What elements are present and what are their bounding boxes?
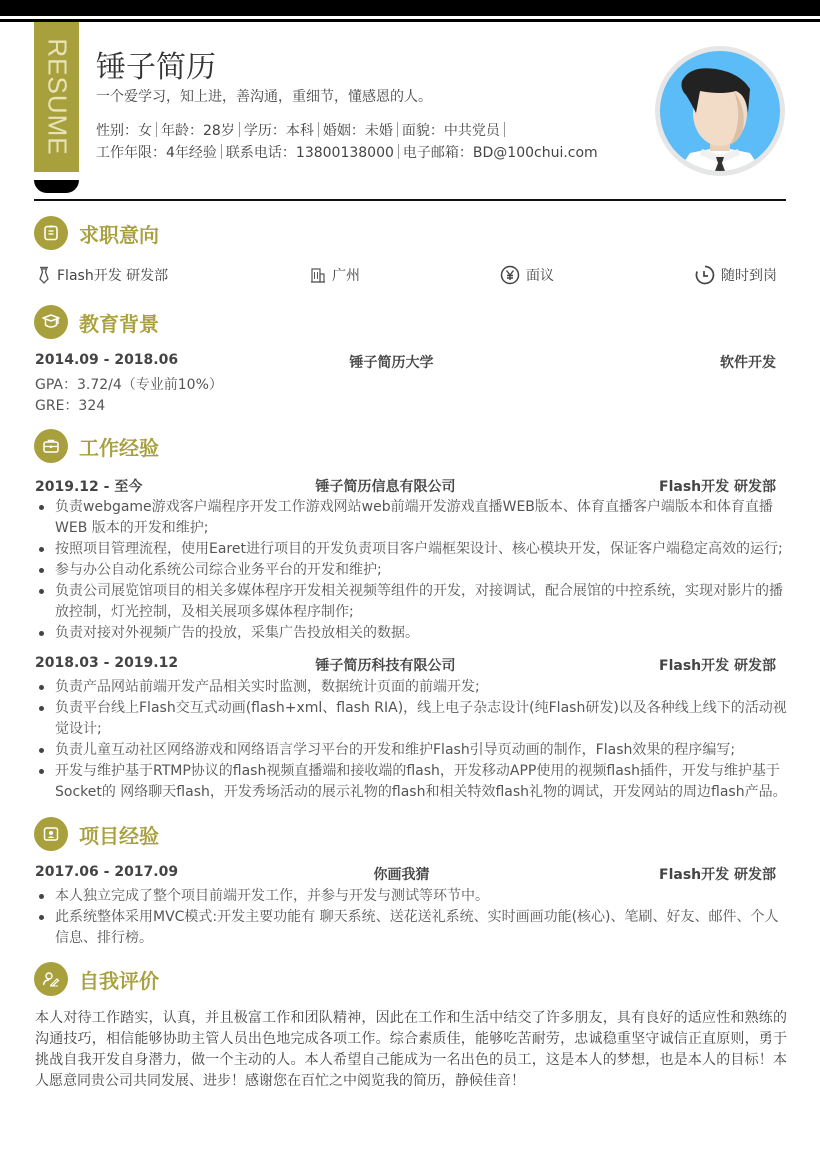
info-political: 面貌：中共党员 (401, 123, 500, 139)
info-marital: 婚姻：未婚 (322, 123, 393, 139)
list-item: 负责儿童互动社区网络游戏和网络语言学习平台的开发和维护Flash引导页动画的制作，Flash效果的程序编写; (35, 740, 787, 761)
tie-icon (37, 266, 51, 284)
briefcase-icon (34, 429, 68, 463)
resume-tag (34, 22, 79, 172)
top-rule (0, 19, 820, 22)
list-item: 负责产品网站前端开发产品相关实时监测，数据统计页面的前端开发; (35, 677, 787, 698)
id-card-icon (34, 817, 68, 851)
info-education: 学历：本科 (243, 123, 314, 139)
job-intent-row (34, 265, 786, 287)
project-details (35, 886, 787, 949)
section-title: 项目经验 (79, 823, 159, 848)
info-line-2 (96, 142, 598, 162)
education-gre: GRE：324 (35, 398, 106, 414)
info-age: 年龄：28岁 (161, 123, 235, 139)
info-line-1 (96, 120, 509, 140)
header-divider (34, 199, 786, 201)
work-1-duties (35, 497, 787, 644)
resume-tag-cap (34, 180, 79, 193)
info-email: 电子邮箱：BD@100chui.com (402, 145, 598, 161)
list-item: 负责对接对外视频广告的投放，采集广告投放相关的数据。 (35, 623, 787, 644)
work-row-2 (35, 655, 776, 675)
list-item: 开发与维护基于RTMP协议的flash视频直播端和接收端的flash，开发移动APP使用的视频flash插件，开发与维护基于Socket的 网络聊天flash，开发秀场活动的展示礼物的flash和相关特效flash礼物的调试，开发网站的周边flash产品。 (35, 761, 787, 803)
graduation-cap-icon (34, 305, 68, 339)
user-edit-icon (34, 962, 68, 996)
section-project-header (34, 817, 159, 851)
education-gpa: GPA：3.72/4（专业前10%） (35, 377, 223, 393)
intent-availability-text: 随时到岗 (721, 268, 777, 284)
intent-salary (500, 265, 554, 285)
intent-position (37, 265, 168, 285)
info-gender: 性别：女 (96, 123, 152, 139)
work-period: 2018.03 - 2019.12 (35, 655, 179, 671)
clock-icon (695, 265, 715, 285)
work-company: 锤子简历信息有限公司 (315, 479, 456, 495)
work-period: 2019.12 - 至今 (35, 479, 143, 495)
list-item: 负责webgame游戏客户端程序开发工作游戏网站web前端开发游戏直播WEB版本、体育直播客户端版本和体育直播WEB 版本的开发和维护; (35, 497, 787, 539)
project-period: 2017.06 - 2017.09 (35, 864, 179, 880)
section-title: 教育背景 (79, 311, 159, 336)
intent-availability (695, 265, 777, 285)
work-role: Flash开发 研发部 (659, 658, 776, 674)
list-item: 负责平台线上Flash交互式动画(flash+xml、flash RIA)，线上电子杂志设计(纯Flash研发)以及各种线上线下的活动视觉设计; (35, 698, 787, 740)
work-company: 锤子简历科技有限公司 (315, 658, 456, 674)
education-school: 锤子简历大学 (349, 355, 434, 371)
info-years: 工作年限：4年经验 (96, 145, 217, 161)
list-item: 参与办公自动化系统公司综合业务平台的开发和维护; (35, 560, 787, 581)
section-intent-header (34, 216, 159, 250)
resume-tag-label: RESUME (42, 38, 72, 156)
candidate-name: 锤子简历 (96, 50, 216, 85)
self-evaluation-text: 本人对待工作踏实，认真，并且极富工作和团队精神，因此在工作和生活中结交了许多朋友，具有良好的适应性和熟练的沟通技巧，相信能够协助主管人员出色地完成各项工作。综合素质佳，能够吃苦耐劳，忠诚稳重坚守诚信正直原则，勇于挑战自我开发自身潜力，做一个主动的人。本人希望自己能成为一名出色的员工，这是本人的梦想，也是本人的目标！本人愿意同贵公司共同发展、进步！感谢您在百忙之中阅览我的简历，静候佳音！ (35, 1010, 787, 1089)
section-title: 自我评价 (79, 968, 159, 993)
list-item: 负责公司展览馆项目的相关多媒体程序开发相关视频等组件的开发，对接调试，配合展馆的中控系统，实现对影片的播放控制，灯光控制，及相关展项多媒体程序制作; (35, 581, 787, 623)
avatar (655, 46, 785, 176)
motto: 一个爱学习，知上进，善沟通，重细节，懂感恩的人。 (96, 89, 432, 105)
work-row-1 (35, 476, 776, 496)
intent-salary-text: 面议 (526, 268, 554, 284)
section-self-header (34, 962, 159, 996)
intent-city-text: 广州 (332, 268, 360, 284)
section-education-header (34, 305, 159, 339)
info-phone: 联系电话：13800138000 (225, 145, 394, 161)
building-icon (310, 267, 326, 283)
top-bar (0, 0, 820, 16)
section-title: 工作经验 (79, 435, 159, 460)
section-work-header (34, 429, 159, 463)
section-title: 求职意向 (79, 222, 159, 247)
project-name: 你画我猜 (373, 867, 430, 883)
clipboard-icon (34, 216, 68, 250)
list-item: 此系统整体采用MVC模式:开发主要功能有 聊天系统、送花送礼系统、实时画画功能(核心)、笔刷、好友、邮件、个人信息、排行榜。 (35, 907, 787, 949)
education-row (35, 352, 776, 372)
list-item: 本人独立完成了整个项目前端开发工作，并参与开发与测试等环节中。 (35, 886, 787, 907)
education-period: 2014.09 - 2018.06 (35, 352, 179, 368)
education-major: 软件开发 (720, 355, 776, 371)
list-item: 按照项目管理流程，使用Earet进行项目的开发负责项目客户端框架设计、核心模块开发，保证客户端稳定高效的运行; (35, 539, 787, 560)
yen-icon (500, 265, 520, 285)
intent-city (310, 265, 360, 285)
intent-position-text: Flash开发 研发部 (57, 268, 169, 284)
project-role: Flash开发 研发部 (659, 867, 776, 883)
project-row (35, 864, 776, 884)
work-role: Flash开发 研发部 (659, 479, 776, 495)
work-2-duties (35, 677, 787, 803)
